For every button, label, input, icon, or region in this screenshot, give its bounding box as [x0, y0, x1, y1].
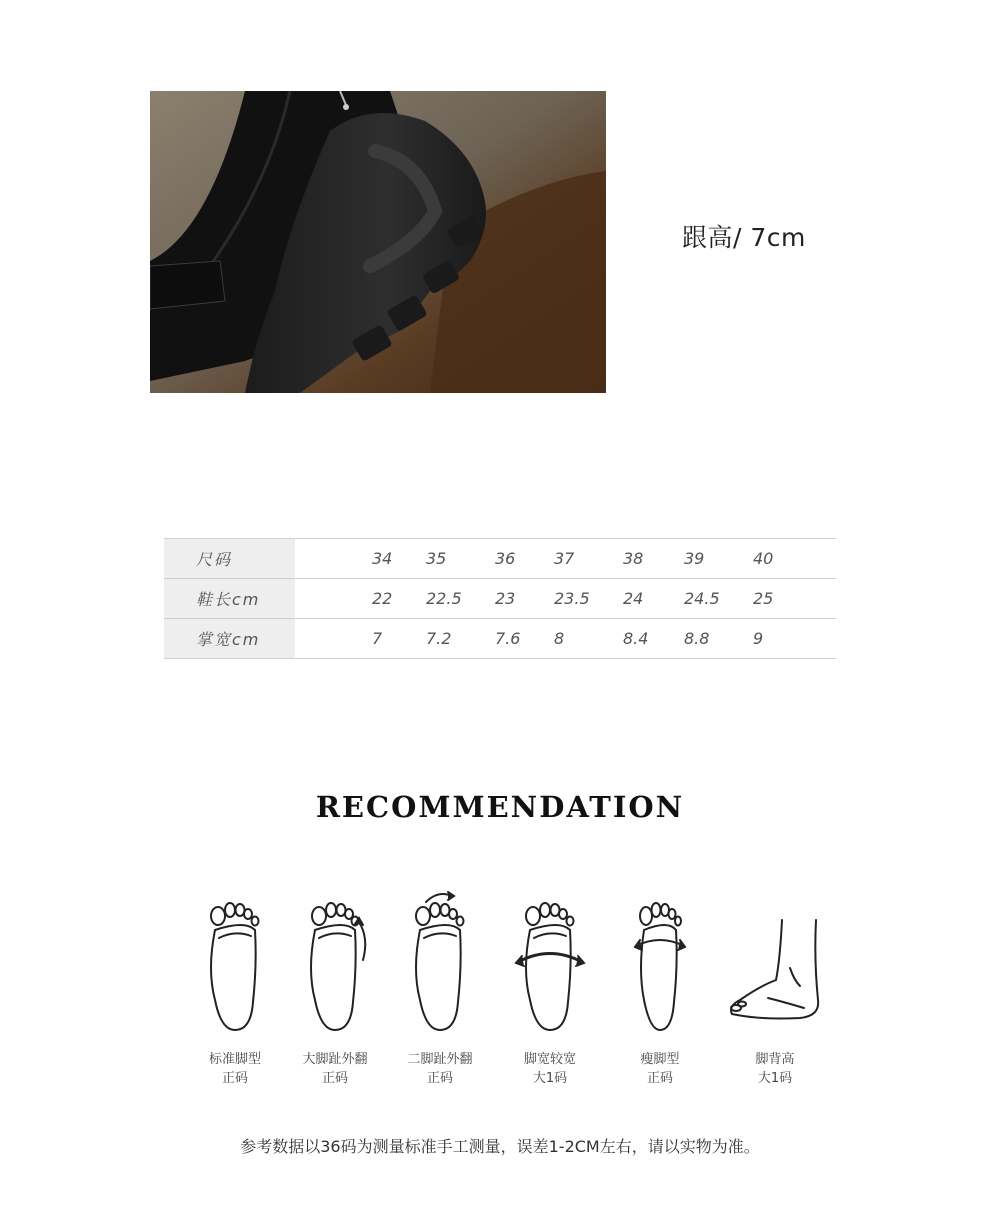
table-row	[164, 579, 836, 619]
table-cell: 8.4	[623, 619, 684, 659]
product-photo	[150, 91, 606, 393]
heel-height-label: 跟高/ 7cm	[682, 223, 806, 252]
table-cell: 22	[372, 579, 426, 619]
table-cell: 36	[495, 539, 554, 579]
foot-type-name: 标准脚型	[208, 1052, 261, 1067]
foot-type-name: 二脚趾外翻	[407, 1052, 473, 1067]
table-row	[164, 619, 836, 659]
table-cell: 38	[623, 539, 684, 579]
foot-type-advice: 正码	[426, 1071, 453, 1086]
table-cell: 7.6	[495, 619, 554, 659]
size-table	[164, 538, 836, 659]
table-cell: 24	[623, 579, 684, 619]
foot-type-list	[180, 890, 840, 1100]
table-cell: 37	[554, 539, 623, 579]
table-cell: 8.8	[684, 619, 753, 659]
second-toe-valgus-icon	[390, 890, 490, 1040]
foot-type-advice: 正码	[221, 1071, 248, 1086]
foot-type-thin	[605, 890, 715, 1088]
foot-type-advice: 大1码	[757, 1071, 793, 1086]
table-row	[164, 539, 836, 579]
table-cell: 25	[753, 579, 836, 619]
table-cell: 7	[372, 619, 426, 659]
foot-type-name: 大脚趾外翻	[302, 1052, 368, 1067]
table-cell: 40	[753, 539, 836, 579]
foot-type-second-toe	[385, 890, 495, 1088]
foot-type-standard	[180, 890, 290, 1088]
table-cell: 24.5	[684, 579, 753, 619]
foot-type-advice: 正码	[321, 1071, 348, 1086]
table-cell: 8	[554, 619, 623, 659]
foot-type-big-toe	[280, 890, 390, 1088]
table-cell: 39	[684, 539, 753, 579]
foot-type-advice: 大1码	[532, 1071, 568, 1086]
row-label-length: 鞋长cm	[164, 579, 295, 619]
wide-foot-icon	[500, 890, 600, 1040]
foot-type-name: 脚宽较宽	[523, 1052, 576, 1067]
thin-foot-icon	[610, 890, 710, 1040]
table-cell: 35	[426, 539, 495, 579]
foot-type-wide	[495, 890, 605, 1088]
foot-type-name: 瘦脚型	[640, 1052, 680, 1067]
recommendation-title: RECOMMENDATION	[315, 790, 685, 824]
high-instep-icon	[720, 890, 840, 1040]
big-toe-valgus-icon	[285, 890, 385, 1040]
row-label-width: 掌宽cm	[164, 619, 295, 659]
measurement-note: 参考数据以36码为测量标准手工测量，误差1-2CM左右，请以实物为准。	[240, 1137, 760, 1156]
standard-foot-icon	[185, 890, 285, 1040]
row-label-size: 尺码	[164, 539, 295, 579]
table-cell: 7.2	[426, 619, 495, 659]
table-cell: 22.5	[426, 579, 495, 619]
foot-type-name: 脚背高	[755, 1052, 795, 1067]
table-cell: 9	[753, 619, 836, 659]
table-cell: 34	[372, 539, 426, 579]
foot-type-advice: 正码	[646, 1071, 673, 1086]
foot-type-high-instep	[720, 890, 830, 1088]
table-cell: 23	[495, 579, 554, 619]
table-cell: 23.5	[554, 579, 623, 619]
